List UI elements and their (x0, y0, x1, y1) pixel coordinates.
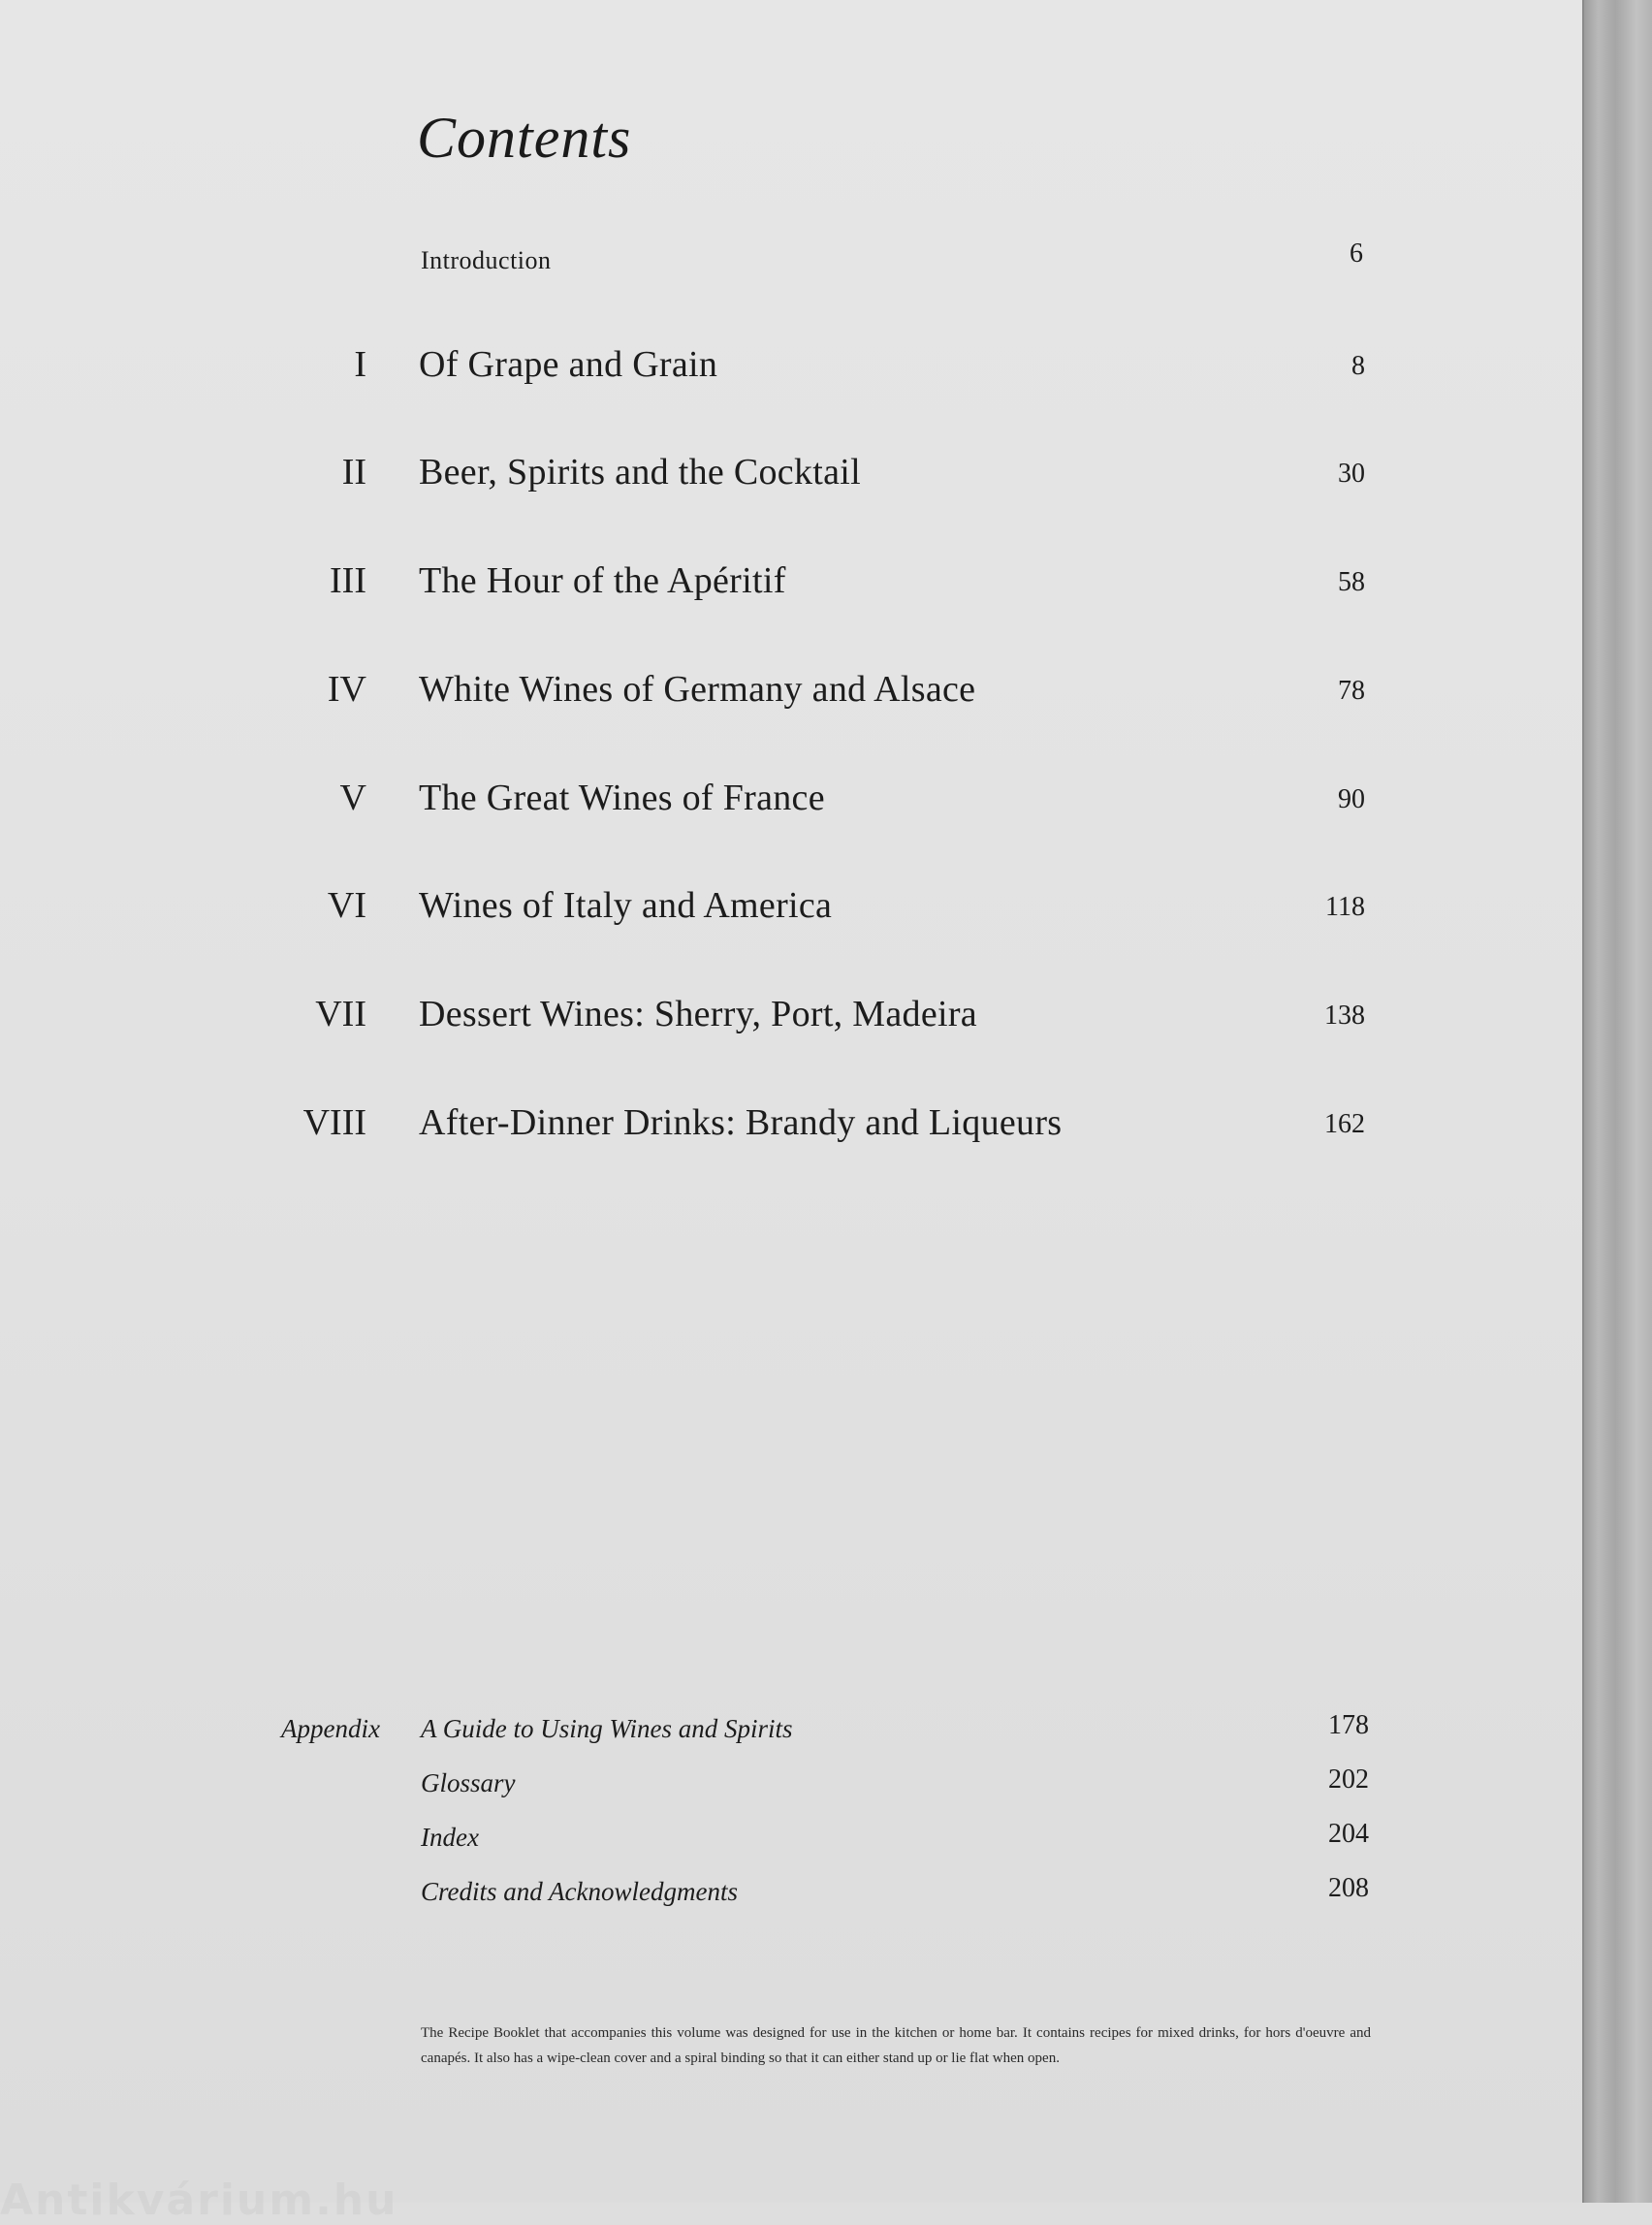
appendix-heading: Appendix (281, 1714, 380, 1743)
appendix-entry-1 (0, 1710, 1582, 1753)
chapter-number: VIII (302, 1102, 366, 1143)
chapter-number: I (354, 344, 366, 385)
chapter-entry-6 (0, 884, 1582, 942)
chapter-number: IV (327, 669, 366, 710)
chapter-title: Beer, Spirits and the Cocktail (419, 452, 862, 493)
chapter-title: Dessert Wines: Sherry, Port, Madeira (419, 994, 977, 1034)
appendix-title: Credits and Acknowledgments (421, 1877, 738, 1906)
appendix-page-number: 202 (1328, 1764, 1369, 1795)
chapter-number: V (339, 778, 366, 818)
recipe-booklet-note: The Recipe Booklet that accompanies this volume was designed for use in the kitchen or home bar. It contains recipes for mixed drinks, for hors d'oeuvre and canapés. It also has a wipe-clean cover and a spiral binding so that it can either stand up or lie flat when open. (421, 2025, 1371, 2066)
chapter-page-number: 78 (1338, 676, 1365, 706)
chapter-title: White Wines of Germany and Alsace (419, 669, 976, 710)
chapter-page-number: 90 (1338, 784, 1365, 814)
appendix-entry-4 (0, 1873, 1582, 1916)
chapter-entry-2 (0, 451, 1582, 509)
chapter-title: The Great Wines of France (419, 778, 825, 818)
appendix-entry-2 (0, 1764, 1582, 1807)
chapter-entry-3 (0, 559, 1582, 618)
appendix-title: Index (421, 1823, 479, 1852)
chapter-entry-7 (0, 993, 1582, 1051)
chapter-number: II (341, 452, 366, 493)
appendix-page-number: 204 (1328, 1819, 1369, 1849)
watermark: Antikvárium.hu (0, 2176, 398, 2225)
appendix-entry-3 (0, 1819, 1582, 1861)
appendix-title: Glossary (421, 1768, 516, 1797)
appendix-page-number: 208 (1328, 1873, 1369, 1903)
chapter-page-number: 30 (1338, 459, 1365, 489)
chapter-title: The Hour of the Apéritif (419, 560, 786, 601)
chapter-entry-4 (0, 668, 1582, 726)
chapter-title: Of Grape and Grain (419, 344, 718, 385)
chapter-title: Wines of Italy and America (419, 885, 833, 926)
appendix-page-number: 178 (1328, 1710, 1369, 1740)
chapter-number: VII (315, 994, 366, 1034)
chapter-page-number: 162 (1324, 1109, 1365, 1139)
appendix-title: A Guide to Using Wines and Spirits (421, 1714, 793, 1743)
chapter-title: After-Dinner Drinks: Brandy and Liqueurs (419, 1102, 1063, 1143)
chapter-number: VI (327, 885, 366, 926)
chapter-page-number: 118 (1325, 892, 1365, 922)
chapter-entry-5 (0, 777, 1582, 835)
chapter-entry-1 (0, 343, 1582, 401)
introduction-page-number: 6 (1350, 238, 1363, 269)
page-title: Contents (417, 106, 632, 170)
chapter-number: III (330, 560, 366, 601)
chapter-entry-8 (0, 1101, 1582, 1160)
chapter-page-number: 58 (1338, 567, 1365, 597)
chapter-page-number: 138 (1324, 1001, 1365, 1031)
chapter-page-number: 8 (1351, 351, 1365, 381)
book-binding-edge (1582, 0, 1652, 2203)
introduction-label: Introduction (421, 246, 552, 274)
